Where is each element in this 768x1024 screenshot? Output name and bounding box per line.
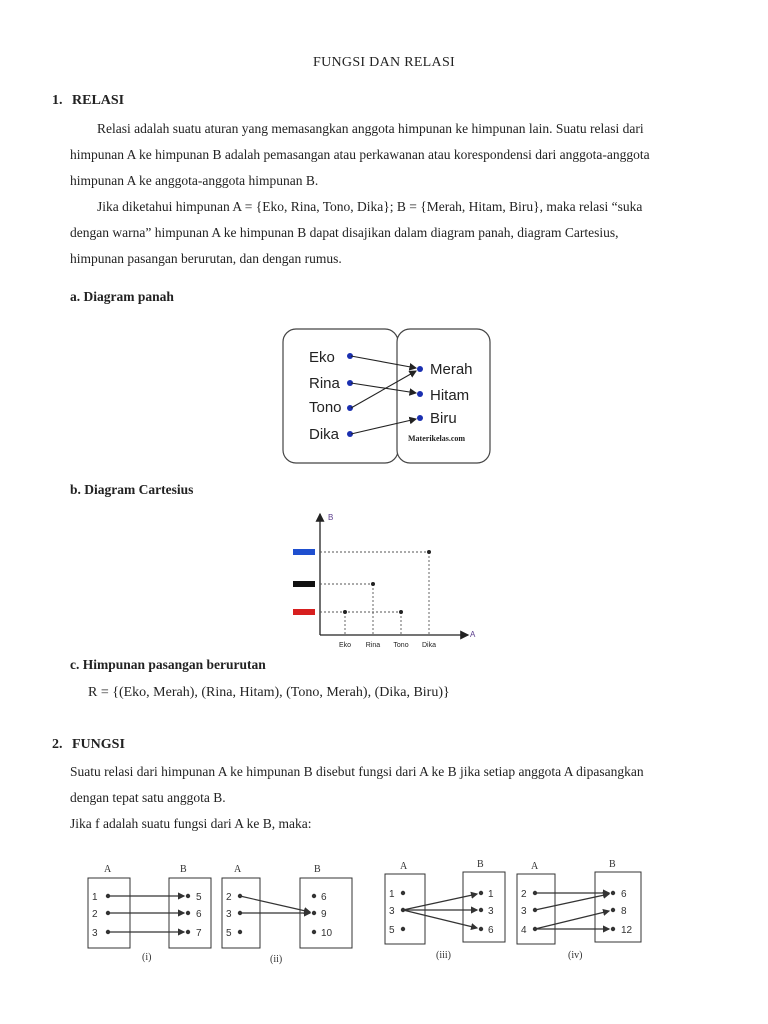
svg-text:6: 6: [488, 925, 494, 936]
subheading-himpunan-pasangan: c. Himpunan pasangan berurutan: [70, 657, 266, 672]
watermark: Materikelas.com: [408, 434, 466, 443]
x-tick: Tono: [393, 642, 409, 649]
x-tick: Eko: [338, 642, 352, 649]
x-axis-label: A: [470, 630, 476, 639]
svg-text:3: 3: [521, 906, 527, 917]
paragraph-line: dengan warna” himpunan A ke himpunan B dapat disajikan dalam diagram panah, diagram Cartesius,: [70, 225, 619, 240]
svg-text:9: 9: [321, 909, 327, 920]
svg-text:3: 3: [92, 928, 98, 939]
paragraph-line: himpunan pasangan berurutan, dan dengan rumus.: [70, 251, 342, 266]
svg-text:B: B: [477, 859, 484, 870]
svg-text:6: 6: [621, 889, 627, 900]
set-b-item: Hitam: [430, 387, 470, 404]
y-axis-label: B: [328, 513, 334, 522]
color-bar-red: [293, 609, 315, 615]
caption: (iii): [436, 950, 451, 961]
set-label: B: [180, 864, 187, 875]
svg-text:5: 5: [389, 925, 395, 936]
svg-text:8: 8: [621, 906, 627, 917]
ordered-pairs: R = {(Eko, Merah), (Rina, Hitam), (Tono, Merah), (Dika, Biru)}: [88, 685, 450, 700]
section-heading-fungsi: FUNGSI: [72, 737, 125, 752]
diagram-iii: [385, 859, 505, 961]
function-diagrams: [78, 852, 648, 967]
svg-text:1: 1: [389, 889, 395, 900]
section-heading-relasi: RELASI: [72, 93, 125, 108]
svg-text:2: 2: [521, 889, 527, 900]
x-tick: Rina: [365, 642, 381, 649]
dot: [417, 391, 423, 397]
page-title: FUNGSI DAN RELASI: [313, 55, 455, 70]
color-bar-blue: [293, 549, 315, 555]
paragraph-line: Relasi adalah suatu aturan yang memasangkan anggota himpunan ke himpunan lain. Suatu relasi dari: [97, 121, 644, 136]
set-b-item: Merah: [430, 361, 473, 378]
svg-text:A: A: [531, 861, 539, 872]
diagram-iv: [517, 859, 641, 961]
section-number: 2.: [52, 737, 63, 752]
svg-text:3: 3: [389, 906, 395, 917]
set-label: A: [104, 864, 112, 875]
svg-text:2: 2: [92, 909, 98, 920]
svg-text:A: A: [400, 861, 408, 872]
x-tick: Dika: [421, 642, 437, 649]
svg-text:6: 6: [196, 909, 202, 920]
set-a-item: Dika: [309, 426, 340, 443]
svg-text:1: 1: [488, 889, 494, 900]
section-number: 1.: [52, 93, 63, 108]
caption: (iv): [568, 950, 583, 961]
diagram-ii: [222, 864, 352, 965]
set-b-item: Biru: [430, 410, 457, 427]
svg-text:5: 5: [196, 892, 202, 903]
svg-text:1: 1: [92, 892, 98, 903]
svg-text:7: 7: [196, 928, 202, 939]
svg-text:3: 3: [488, 906, 494, 917]
svg-text:B: B: [314, 864, 321, 875]
svg-text:12: 12: [621, 925, 633, 936]
set-a-item: Rina: [309, 375, 340, 392]
point: [371, 582, 375, 586]
arrow-diagram: [282, 328, 492, 466]
paragraph-line: Jika f adalah suatu fungsi dari A ke B, maka:: [70, 816, 312, 831]
color-bar-black: [293, 581, 315, 587]
set-a-box: [283, 329, 398, 463]
point: [399, 610, 403, 614]
svg-text:A: A: [234, 864, 242, 875]
svg-text:3: 3: [226, 909, 232, 920]
paragraph-line: himpunan A ke anggota-anggota himpunan B.: [70, 173, 319, 188]
svg-text:5: 5: [226, 928, 232, 939]
dot: [417, 415, 423, 421]
paragraph-line: himpunan A ke himpunan B adalah pemasangan atau perkawanan atau korespondensi dari anggota-anggota: [70, 147, 650, 162]
set-a-item: Tono: [309, 399, 342, 416]
diagram-i: [88, 864, 211, 963]
set-a-item: Eko: [309, 349, 335, 366]
svg-text:4: 4: [521, 925, 527, 936]
cartesius-diagram: [288, 508, 488, 652]
point: [343, 610, 347, 614]
svg-text:B: B: [609, 859, 616, 870]
dot: [417, 366, 423, 372]
caption: (i): [142, 952, 152, 963]
paragraph-line: dengan tepat satu anggota B.: [70, 790, 226, 805]
subheading-diagram-panah: a. Diagram panah: [70, 289, 174, 304]
point: [427, 550, 431, 554]
paragraph-line: Jika diketahui himpunan A = {Eko, Rina, Tono, Dika}; B = {Merah, Hitam, Biru}, maka relasi “suka: [97, 199, 643, 214]
svg-text:2: 2: [226, 892, 232, 903]
svg-text:6: 6: [321, 892, 327, 903]
subheading-diagram-cartesius: b. Diagram Cartesius: [70, 482, 194, 497]
svg-text:10: 10: [321, 928, 333, 939]
paragraph-line: Suatu relasi dari himpunan A ke himpunan B disebut fungsi dari A ke B jika setiap anggota A dipasangkan: [70, 764, 644, 779]
caption: (ii): [270, 954, 283, 965]
